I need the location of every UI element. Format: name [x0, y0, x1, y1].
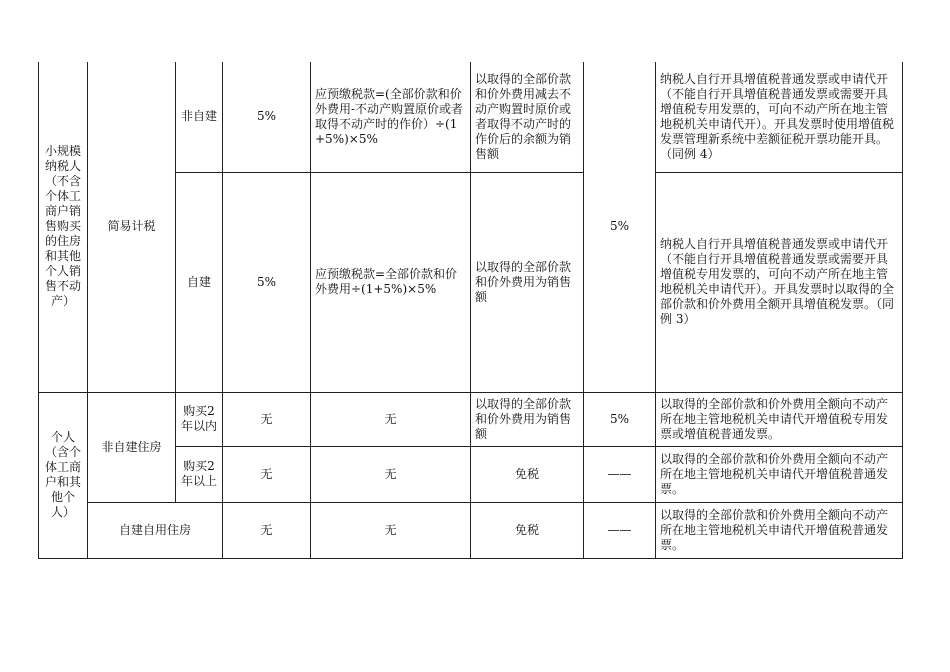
sales-basis-cell: 以取得的全部价款和价外费用为销售额 — [471, 392, 584, 446]
invoice-note-cell: 以取得的全部价款和价外费用全额向不动产所在地主管地税机关申请代开增值税专用发票或增值税普通发票。 — [656, 392, 903, 446]
holding-period-cell: 购买2年以上 — [176, 446, 223, 502]
table-row — [39, 502, 903, 558]
tax-rate-cell: —— — [584, 502, 656, 558]
taxpayer-category-small: 小规模纳税人（不含个体工商户销售购买的住房和其他个人销售不动产） — [39, 62, 88, 392]
property-type-cell: 自建 — [176, 172, 223, 392]
invoice-note-cell: 以取得的全部价款和价外费用全额向不动产所在地主管地税机关申请代开增值税普通发票。 — [656, 502, 903, 558]
sales-basis-cell: 免税 — [471, 502, 584, 558]
sales-basis-cell: 以取得的全部价款和价外费用减去不动产购置时原价或者取得不动产时的作价后的余额为销售额 — [471, 62, 584, 172]
taxpayer-category-individual: 个人（含个体工商户和其他个人） — [39, 392, 88, 558]
prepay-formula-cell: 无 — [311, 392, 471, 446]
tax-rate-cell: 5% — [584, 392, 656, 446]
tax-method-cell: 简易计税 — [88, 62, 176, 392]
self-built-label: 自建自用住房 — [88, 502, 223, 558]
property-type-cell: 非自建 — [176, 62, 223, 172]
prepay-rate-cell: 无 — [223, 502, 311, 558]
tax-rate-cell: —— — [584, 446, 656, 502]
prepay-rate-cell: 5% — [223, 62, 311, 172]
table-row — [39, 392, 903, 446]
prepay-formula-cell: 无 — [311, 502, 471, 558]
prepay-formula-cell: 应预缴税款=全部价款和价外费用÷(1+5%)×5% — [311, 172, 471, 392]
prepay-formula-cell: 无 — [311, 446, 471, 502]
holding-period-cell: 购买2年以内 — [176, 392, 223, 446]
non-self-built-label: 非自建住房 — [88, 392, 176, 502]
sales-basis-cell: 免税 — [471, 446, 584, 502]
prepay-rate-cell: 无 — [223, 392, 311, 446]
invoice-note-cell: 以取得的全部价款和价外费用全额向不动产所在地主管地税机关申请代开增值税普通发票。 — [656, 446, 903, 502]
sales-basis-cell: 以取得的全部价款和价外费用为销售额 — [471, 172, 584, 392]
prepay-rate-cell: 5% — [223, 172, 311, 392]
invoice-note-cell: 纳税人自行开具增值税普通发票或申请代开（不能自行开具增值税普通发票或需要开具增值税专用发票的，可向不动产所在地主管地税机关申请代开）。开具发票时以取得的全部价款和价外费用全额开具增值税发票。（同例 3） — [656, 172, 903, 392]
prepay-rate-cell: 无 — [223, 446, 311, 502]
tax-treatment-table — [38, 62, 903, 559]
table-row — [39, 62, 903, 172]
invoice-note-cell: 纳税人自行开具增值税普通发票或申请代开（不能自行开具增值税普通发票或需要开具增值税专用发票的，可向不动产所在地主管地税机关申请代开）。开具发票时使用增值税发票管理新系统中差额征税开票功能开具。（同例 4） — [656, 62, 903, 172]
tax-rate-cell: 5% — [584, 62, 656, 392]
prepay-formula-cell: 应预缴税款=(全部价款和价外费用-不动产购置原价或者取得不动产时的作价）÷(1+5%)×5% — [311, 62, 471, 172]
